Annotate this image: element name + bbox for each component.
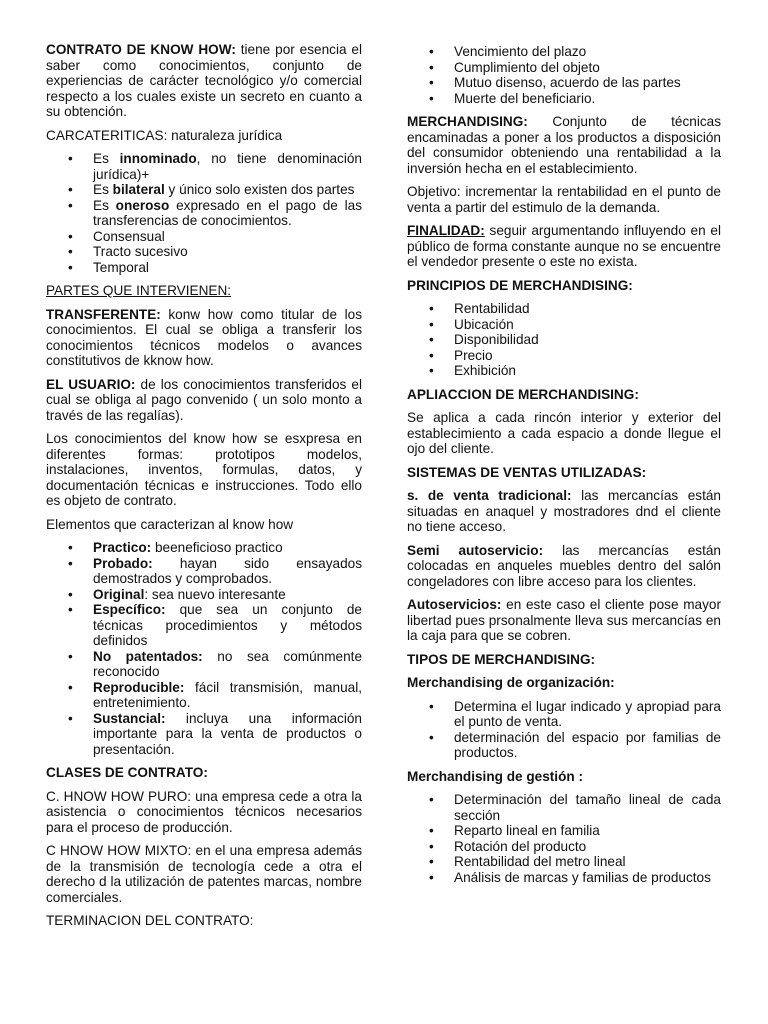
semi-paragraph [407,543,721,590]
item-text: Temporal [93,259,149,275]
transferente-text: konw how como titular de los conocimientos. El cual se obliga a transferir los conocimientos técnicos modelos o avances constitutivos de kknow how. [46,306,362,368]
list-item [46,649,362,680]
list-item: • Cumplimiento del objeto [407,60,721,76]
item-bold: Sustancial: [93,710,166,726]
sistemas-title: SISTEMAS DE VENTAS UTILIZADAS: [407,464,647,480]
item-text: Consensual [93,228,165,244]
list-item [46,229,362,245]
aplicacion-title: APLIACCION DE MERCHANDISING: [407,386,639,402]
caracteristicas-title: CARCATERITICAS: naturaleza jurídica [46,127,283,143]
list-item: • Mutuo disenso, acuerdo de las partes [407,75,721,91]
list-item: • Determina el lugar indicado y apropiad para el punto de venta. [407,699,721,730]
organizacion-list [407,699,721,761]
item-text: beeneficioso practico [151,540,283,555]
item-text: expresado en el pago de las transferencias de conocimientos. [93,197,362,228]
expresa-paragraph: Los conocimientos del know how se esxpresa en diferentes formas: prototipos modelos, instalaciones, inventos, formulas, datos, y documentación técnicas e instrucciones. Todo ello es objeto de contrato. [46,431,362,508]
item-text: Es [93,197,116,213]
right-column [407,44,721,893]
tradicional-paragraph [407,488,721,535]
item-text: Tracto sucesivo [93,244,188,259]
finalidad-paragraph [407,223,721,270]
item-bold: oneroso [115,197,170,213]
item-bold: Practico: [93,540,152,555]
list-item: • Determinación del tamaño lineal de cada sección [407,792,721,823]
item-bold: Reproducible: [93,679,185,695]
item-text: : sea nuevo interesante [144,586,286,602]
list-item: • Muerte del beneficiario. [407,91,721,107]
intro-paragraph [46,42,362,120]
mixto-paragraph: C HNOW HOW MIXTO: en el una empresa además de la transmisión de tecnología cede a otra el derecho d la utilización de patentes marcas, nombre comerciales. [46,843,362,905]
item-text: , no tiene denominación jurídica)+ [93,151,362,182]
autoservicio-term: Autoservicios: [407,597,502,612]
autoservicio-text: en este caso el cliente pose mayor libertad pues prsonalmente lleva sus mercancías en la caja para que se cobren. [407,597,721,643]
elementos-title: Elementos que caracterizan al know how [46,516,294,532]
intro-term: CONTRATO DE KNOW HOW: [46,42,236,57]
intro-text: tiene por esencia el saber como conocimientos, conjunto de experiencias de carácter tecnológico y/o comercial respecto a los cuales existe un secreto en cuanto a su obtención. [46,42,362,119]
transferente-paragraph [46,307,362,369]
list-item: • Rentabilidad del metro lineal [407,854,721,870]
tradicional-term: s. de venta tradicional: [407,488,572,503]
aplicacion-paragraph: Se aplica a cada rincón interior y exterior del establecimiento a cada espacio a donde llegue el ojo del cliente. [407,410,721,456]
caracteristicas-list [46,151,362,275]
usuario-term: EL USUARIO: [46,376,136,392]
list-item [46,587,362,603]
list-item: • Disponibilidad [407,332,721,348]
item-bold: No patentados: [93,648,203,664]
tipos-title: TIPOS DE MERCHANDISING: [407,651,596,667]
list-item [46,556,362,587]
item-text: Es [93,182,113,197]
semi-text: las mercancías están colocadas en anqueles muebles dentro del salón congeladores con libre acceso para los clientes. [407,542,721,589]
usuario-text: de los conocimientos transferidos el cual se obliga al pago convenido ( un solo monto a través de las regalías). [46,376,362,423]
list-item [46,244,362,260]
left-column [46,42,362,937]
list-item: • Precio [407,348,721,364]
item-text: no sea comúnmente reconocido [93,648,363,679]
merchandising-term: MERCHANDISING: [407,114,528,129]
elementos-list [46,540,362,757]
gestion-list [407,792,721,885]
principios-title: PRINCIPIOS DE MERCHANDISING: [407,277,633,293]
finalidad-term: FINALIDAD: [407,223,485,238]
transferente-term: TRANSFERENTE: [46,306,161,322]
item-text: Es [93,151,120,166]
merchandising-paragraph [407,114,721,176]
semi-term: Semi autoservicio: [407,542,544,558]
item-text: hayan sido ensayados demostrados y comprobados. [93,555,362,586]
usuario-paragraph [46,377,362,424]
terminacion-list [407,44,721,106]
list-item [46,680,362,711]
list-item [46,182,362,198]
list-item: • Reparto lineal en familia [407,823,721,839]
list-item [46,260,362,276]
item-bold: Original [93,586,145,602]
list-item [46,540,362,556]
list-item: • Vencimiento del plazo [407,44,721,60]
item-bold: innominado [119,151,197,166]
list-item [46,602,362,649]
puro-paragraph: C. HNOW HOW PURO: una empresa cede a otra la asistencia o conocimientos técnicos necesarios para el proceso de producción. [46,788,362,835]
clases-title: CLASES DE CONTRATO: [46,765,208,780]
terminacion-title: TERMINACION DEL CONTRATO: [46,913,254,928]
finalidad-text: seguir argumentando influyendo en el público de forma constante aunque no se encuentre el vendedor presente o este no exista. [407,223,721,269]
item-text: incluya una información importante para la venta de productos o presentación. [93,710,362,757]
gestion-title: Merchandising de gestión : [407,768,583,784]
list-item [46,198,362,229]
organizacion-title: Merchandising de organización: [407,675,615,690]
tradicional-text: las mercancías están situadas en anaquel y mostradores dnd el cliente no tiene acceso. [407,488,721,534]
objetivo-paragraph: Objetivo: incrementar la rentabilidad en el punto de venta a partir del estimulo de la demanda. [407,184,721,215]
list-item: • Análisis de marcas y familias de productos [407,870,721,886]
item-text: fácil transmisión, manual, entretenimiento. [93,679,362,710]
item-bold: Probado: [93,555,153,571]
partes-title: PARTES QUE INTERVIENEN: [46,283,232,298]
list-item: • determinación del espacio por familias de productos. [407,730,721,761]
merchandising-text: Conjunto de técnicas encaminadas a poner a los productos a disposición del consumidor obteniendo una rentabilidad a la inversión hecha en el establecimiento. [407,114,721,176]
list-item: • Rotación del producto [407,839,721,855]
list-item: • Rentabilidad [407,301,721,317]
principios-list [407,301,721,379]
list-item [46,151,362,182]
item-text: que sea un conjunto de técnicas procedimientos y métodos definidos [93,602,362,648]
item-bold: Específico: [93,602,166,617]
item-text: y único solo existen dos partes [164,182,355,197]
autoservicio-paragraph [407,597,721,644]
list-item: • Ubicación [407,317,721,333]
list-item: • Exhibición [407,363,721,379]
item-bold: bilateral [112,182,165,197]
list-item [46,711,362,758]
